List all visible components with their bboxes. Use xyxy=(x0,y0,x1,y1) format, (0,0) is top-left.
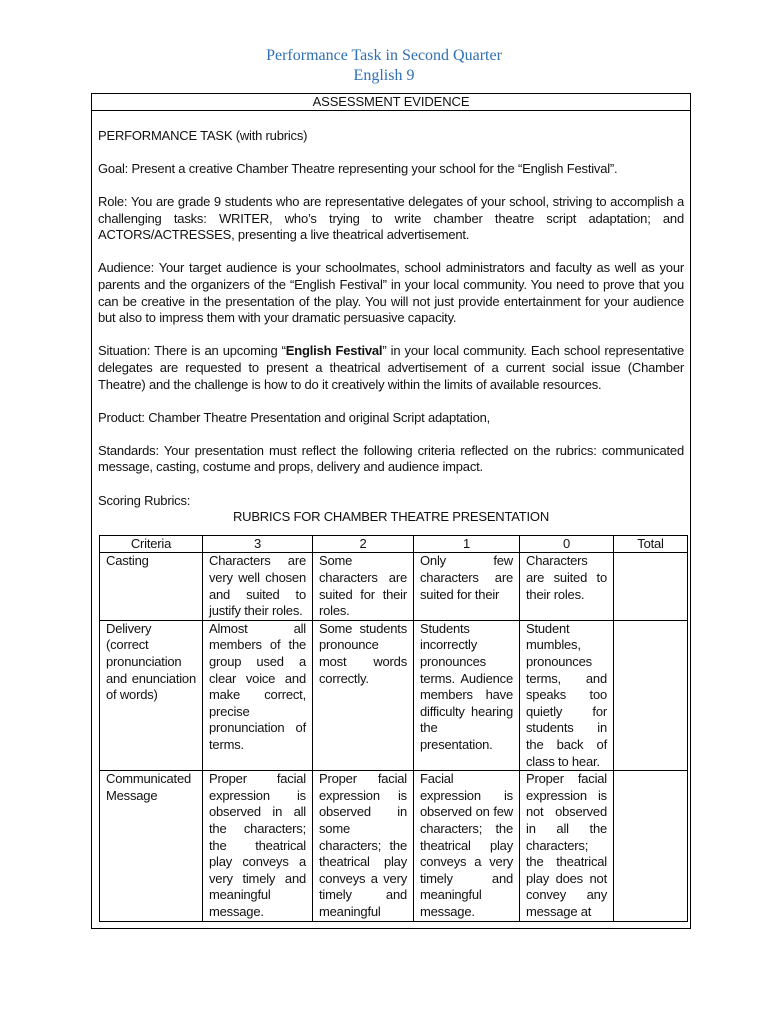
header-score-0: 0 xyxy=(520,535,614,553)
score-0-cell: Proper facial expression is not observed in all the characters; the theatrical play does not convey any message at xyxy=(520,771,614,921)
scoring-rubrics-label: Scoring Rubrics: xyxy=(98,492,191,508)
header-score-3: 3 xyxy=(203,535,313,553)
score-2-cell: Some students pronounce most words correctly. xyxy=(313,620,414,770)
table-row xyxy=(100,553,688,620)
score-2-cell: Some characters are suited for their roles. xyxy=(313,553,414,620)
title-line-1: Performance Task in Second Quarter xyxy=(266,47,502,64)
rubric-title: RUBRICS FOR CHAMBER THEATRE PRESENTATION xyxy=(232,509,550,525)
table-row xyxy=(100,771,688,921)
header-total: Total xyxy=(614,535,688,553)
situation-text-end: ” in your local community. Each school representative delegates are requested to present a theatrical advertisement of a current social issue (Chamber Theatre) and the challenge is how to do it creatively within the limits of available resources. xyxy=(98,343,684,392)
score-0-cell: Student mumbles, pronounces terms, and speaks too quietly for students in the back of class to hear. xyxy=(520,620,614,770)
header-score-1: 1 xyxy=(414,535,520,553)
score-1-cell: Students incorrectly pronounces terms. Audience members have difficulty hearing the presentation. xyxy=(414,620,520,770)
document-title xyxy=(0,46,768,86)
rubric-table xyxy=(99,535,688,922)
score-0-cell: Characters are suited to their roles. xyxy=(520,553,614,620)
situation-text-start: Situation: There is an upcoming “ xyxy=(98,343,286,359)
audience-paragraph: Audience: Your target audience is your schoolmates, school administrators and faculty as well as your parents and the organizers of the “English Festival” in your local community. You need to prove that you can be creative in the presentation of the play. You will not just provide entertainment for your audience but also to impress them with your dramatic persuasive capacity. xyxy=(98,260,684,326)
header-score-2: 2 xyxy=(313,535,414,553)
total-cell xyxy=(614,771,688,921)
section-heading: ASSESSMENT EVIDENCE xyxy=(92,94,690,111)
goal-paragraph: Goal: Present a creative Chamber Theatre representing your school for the “English Festival”. xyxy=(98,160,618,176)
total-cell xyxy=(614,553,688,620)
score-3-cell: Characters are very well chosen and suited to justify their roles. xyxy=(203,553,313,620)
header-criteria: Criteria xyxy=(100,535,203,553)
situation-bold-text: English Festival xyxy=(285,343,383,359)
standards-paragraph: Standards: Your presentation must reflect the following criteria reflected on the rubrics: communicated message, casting, costume and props, delivery and audience impact. xyxy=(98,442,684,475)
task-content xyxy=(92,128,690,922)
assessment-evidence-box xyxy=(91,93,691,929)
role-paragraph: Role: You are grade 9 students who are representative delegates of your school, striving to accomplish a challenging tasks: WRITER, who’s trying to write chamber theatre script adaptation; and ACTORS/ACTRESSES, presenting a live theatrical advertisement. xyxy=(98,193,684,243)
score-1-cell: Only few characters are suited for their xyxy=(414,553,520,620)
rubric-header-row xyxy=(100,535,688,553)
criteria-cell: Casting xyxy=(100,553,203,620)
score-3-cell: Almost all members of the group used a clear voice and make correct, precise pronunciation of terms. xyxy=(203,620,313,770)
score-2-cell: Proper facial expression is observed in some characters; the theatrical play conveys a very timely and meaningful xyxy=(313,771,414,921)
product-paragraph: Product: Chamber Theatre Presentation and original Script adaptation, xyxy=(98,409,491,425)
title-line-2: English 9 xyxy=(353,67,415,84)
total-cell xyxy=(614,620,688,770)
table-row xyxy=(100,620,688,770)
score-3-cell: Proper facial expression is observed in all the characters; the theatrical play conveys a very timely and meaningful message. xyxy=(203,771,313,921)
situation-paragraph xyxy=(98,343,684,393)
criteria-cell: Delivery (correct pronunciation and enunciation of words) xyxy=(100,620,203,770)
task-heading: PERFORMANCE TASK (with rubrics) xyxy=(98,127,308,143)
criteria-cell: Communicated Message xyxy=(100,771,203,921)
score-1-cell: Facial expression is observed on few characters; the theatrical play conveys a very timely and meaningful message. xyxy=(414,771,520,921)
